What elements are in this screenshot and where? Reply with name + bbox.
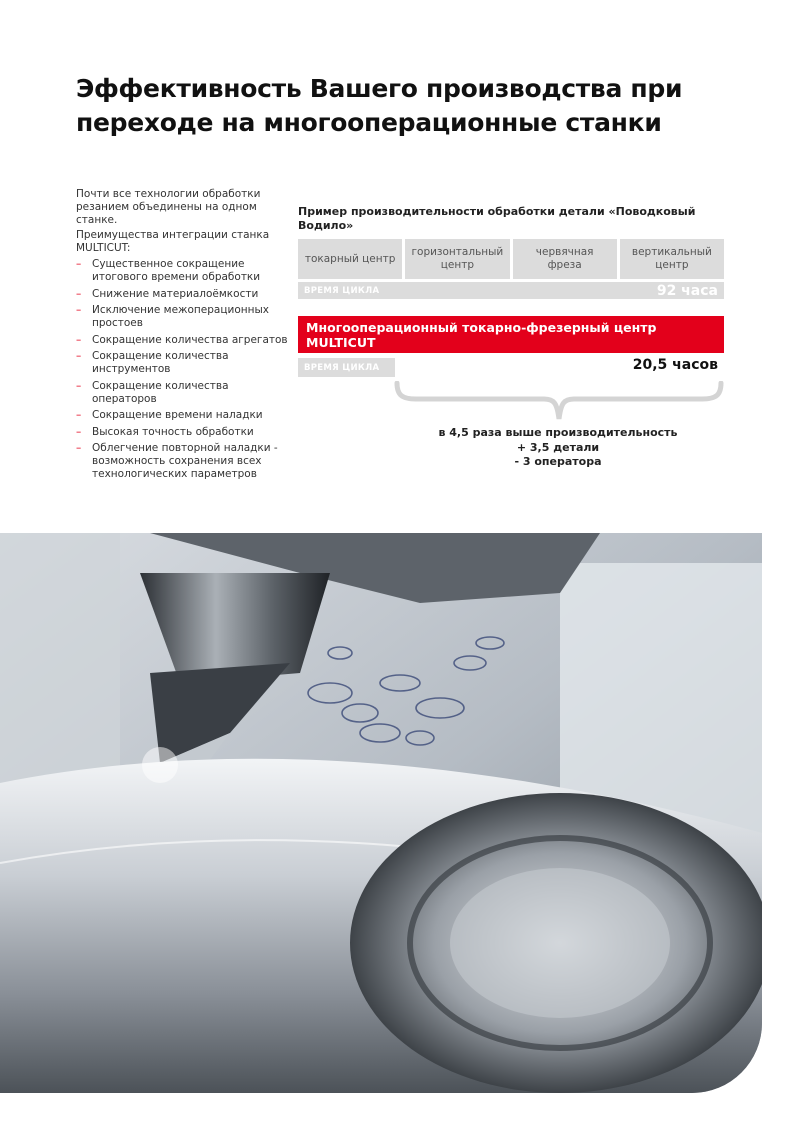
intro-paragraph: Почти все технологии обработки резанием объединены на одном станке. xyxy=(76,188,261,226)
list-item: – Сокращение времени наладки xyxy=(76,409,263,421)
result-line-parts: + 3,5 детали xyxy=(516,440,600,454)
bullet-dash: – xyxy=(76,409,82,421)
bullet-dash: – xyxy=(76,333,82,346)
title-line-1: Эффективность Вашего производства при xyxy=(76,74,683,103)
page-title xyxy=(76,72,716,140)
list-item: – Существенное сокращение итогового времени обработки xyxy=(76,258,261,283)
result-line-productivity: в 4,5 раза выше производительность xyxy=(438,426,678,439)
result-summary xyxy=(418,426,698,470)
list-item: – Исключение межоперационных простоев xyxy=(76,304,269,329)
bullet-dash: – xyxy=(76,258,82,270)
machining-photo xyxy=(0,533,762,1093)
cycle-time-value-before: 92 часа xyxy=(656,282,718,299)
cycle-time-label-after: ВРЕМЯ ЦИКЛА xyxy=(298,358,395,377)
stage-turning-center: токарный центр xyxy=(298,239,402,279)
cycle-time-value-after: 20,5 часов xyxy=(632,357,718,373)
stage-vertical-center: вертикальный центр xyxy=(620,239,724,279)
list-item: – Сокращение количества операторов xyxy=(76,379,229,405)
bullet-dash: – xyxy=(76,379,82,392)
list-item: – Сокращение количества агрегатов xyxy=(76,333,288,346)
result-line-operators: - 3 оператора xyxy=(514,455,602,468)
cycle-time-bar-before xyxy=(298,282,724,299)
intro-subheading: Преимущества интеграции станка MULTICUT: xyxy=(76,229,270,254)
list-item: – Снижение материалоёмкости xyxy=(76,287,259,300)
machine-stages-row xyxy=(298,239,724,279)
performance-example xyxy=(298,205,726,468)
example-title: Пример производительности обработки детали «Поводковый Водило» xyxy=(298,205,696,232)
stage-horizontal-center: горизонтальный центр xyxy=(405,239,509,279)
bullet-dash: – xyxy=(76,442,82,454)
bullet-dash: – xyxy=(76,350,82,362)
stage-worm-mill: червячная фреза xyxy=(513,239,617,279)
list-item: – Высокая точность обработки xyxy=(76,425,254,438)
list-item: – Облегчение повторной наладки - возможность сохранения всех технологических параметров xyxy=(76,442,278,480)
curly-brace-icon xyxy=(394,381,724,425)
list-item: – Сокращение количества инструментов xyxy=(76,350,229,375)
bullet-dash: – xyxy=(76,304,82,316)
cnc-machining-image xyxy=(0,533,762,1093)
cycle-time-label: ВРЕМЯ ЦИКЛА xyxy=(304,285,380,296)
multicut-banner: Многооперационный токарно-фрезерный центр MULTICUT xyxy=(298,316,724,353)
title-line-2: переходе на многооперационные станки xyxy=(76,108,662,137)
bullet-dash: – xyxy=(76,287,82,300)
bullet-dash: – xyxy=(76,425,82,438)
advantages-column xyxy=(76,188,288,485)
advantages-list xyxy=(76,258,288,481)
